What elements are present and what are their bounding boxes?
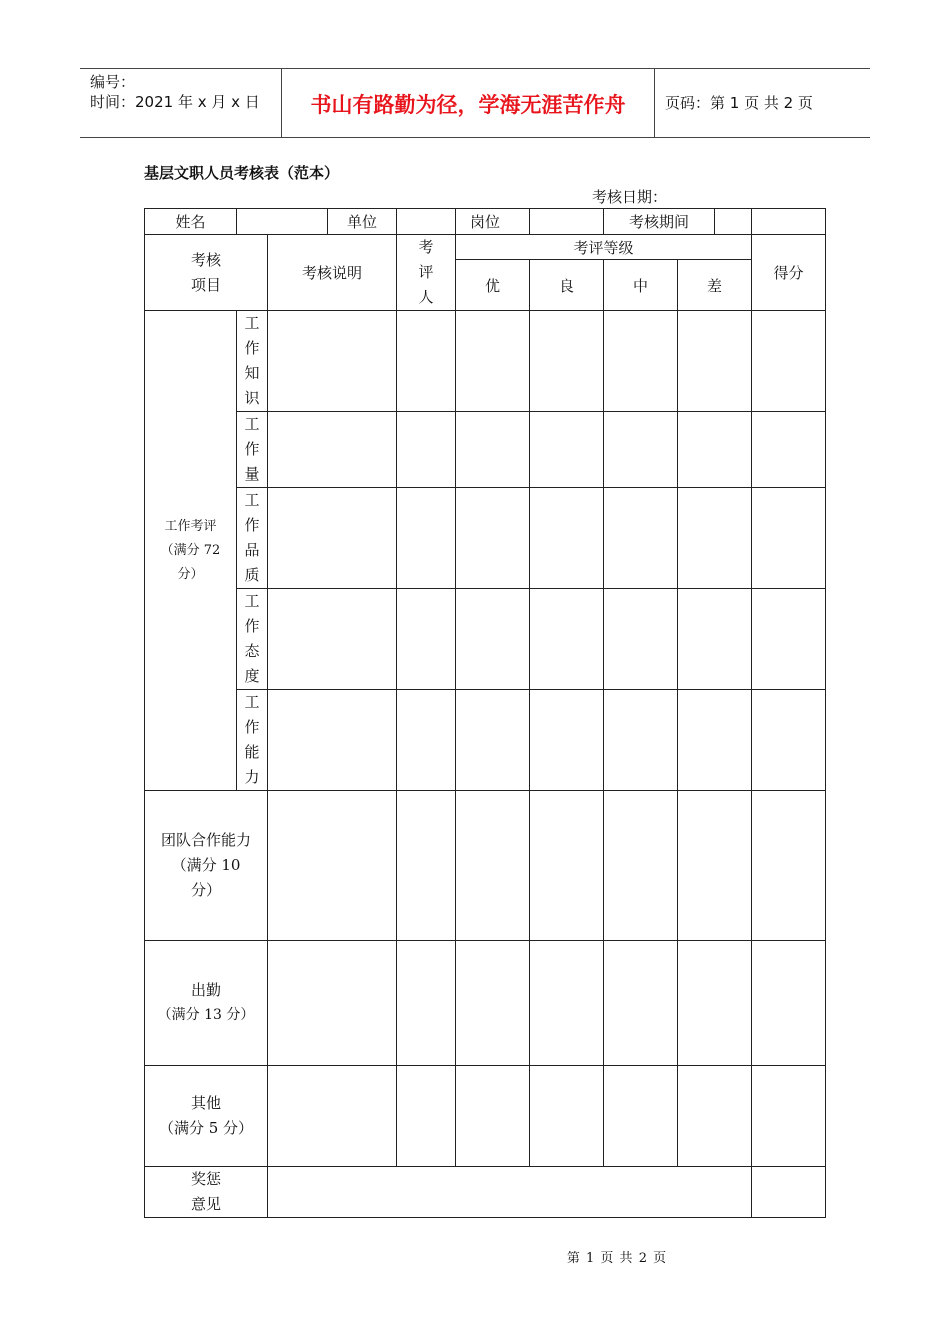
- post-label-cell: [456, 209, 530, 235]
- page-header: [80, 68, 870, 138]
- grade-poor: 差: [678, 260, 752, 311]
- work-item-attitude: 工作态度: [237, 589, 268, 690]
- reviewer-header: 考评人: [397, 235, 456, 311]
- review-date-label: 考核日期：: [592, 188, 668, 206]
- work-item-quantity: 工作量: [237, 412, 268, 488]
- work-item-ability: 工作能力: [237, 690, 268, 791]
- table-row: [145, 1066, 826, 1167]
- work-group-label: 工作考评（满分 72 分）: [145, 311, 237, 791]
- table-row: [145, 412, 826, 488]
- period-label: 考核期间: [628, 213, 689, 231]
- header-meta: [90, 72, 260, 112]
- work-item-quality: 工作品质: [237, 488, 268, 589]
- attendance-label: 出勤 （满分 13 分）: [145, 941, 268, 1066]
- unit-label: 单位: [346, 213, 377, 231]
- other-label: 其他 （满分 5 分）: [145, 1066, 268, 1167]
- post-value-cell[interactable]: [530, 209, 604, 235]
- grade-header: 考评等级: [456, 235, 752, 260]
- assessment-form-table: [144, 208, 826, 1218]
- grade-excellent: 优: [456, 260, 530, 311]
- header-divider: [654, 69, 655, 137]
- table-row: [145, 488, 826, 589]
- document-number-label: 编号：: [90, 73, 136, 91]
- desc-header: 考核说明: [268, 235, 397, 311]
- name-cell[interactable]: [237, 209, 397, 235]
- reward-label: 奖惩意见: [145, 1167, 268, 1218]
- unit-value-cell[interactable]: [397, 209, 456, 235]
- header-motto: 书山有路勤为径，学海无涯苦作舟: [310, 93, 626, 117]
- grade-good: 良: [530, 260, 604, 311]
- table-row: [145, 311, 826, 412]
- period-cell: [604, 209, 752, 235]
- name-label: 姓名: [145, 209, 237, 235]
- work-item-knowledge: 工作知识: [237, 311, 268, 412]
- reward-input-cell[interactable]: [268, 1167, 752, 1218]
- table-row: [145, 941, 826, 1066]
- header-row: [145, 235, 826, 260]
- table-row: [145, 589, 826, 690]
- info-row: [145, 209, 826, 235]
- header-page-number: 页码：第 1 页 共 2 页: [665, 94, 813, 112]
- table-row: [145, 690, 826, 791]
- period-value-cell[interactable]: [752, 209, 826, 235]
- document-title: 基层文职人员考核表（范本）: [144, 164, 340, 182]
- team-label: 团队合作能力（满分 10 分）: [145, 791, 268, 941]
- item-header: 考核项目: [145, 235, 268, 311]
- document-time-label: 时间：2021 年 x 月 x 日: [90, 93, 260, 111]
- post-label: 岗位: [469, 213, 500, 231]
- table-row: [145, 1167, 826, 1218]
- score-header: 得分: [752, 235, 826, 311]
- table-row: [145, 791, 826, 941]
- page-footer: 第 1 页 共 2 页: [566, 1251, 668, 1266]
- grade-average: 中: [604, 260, 678, 311]
